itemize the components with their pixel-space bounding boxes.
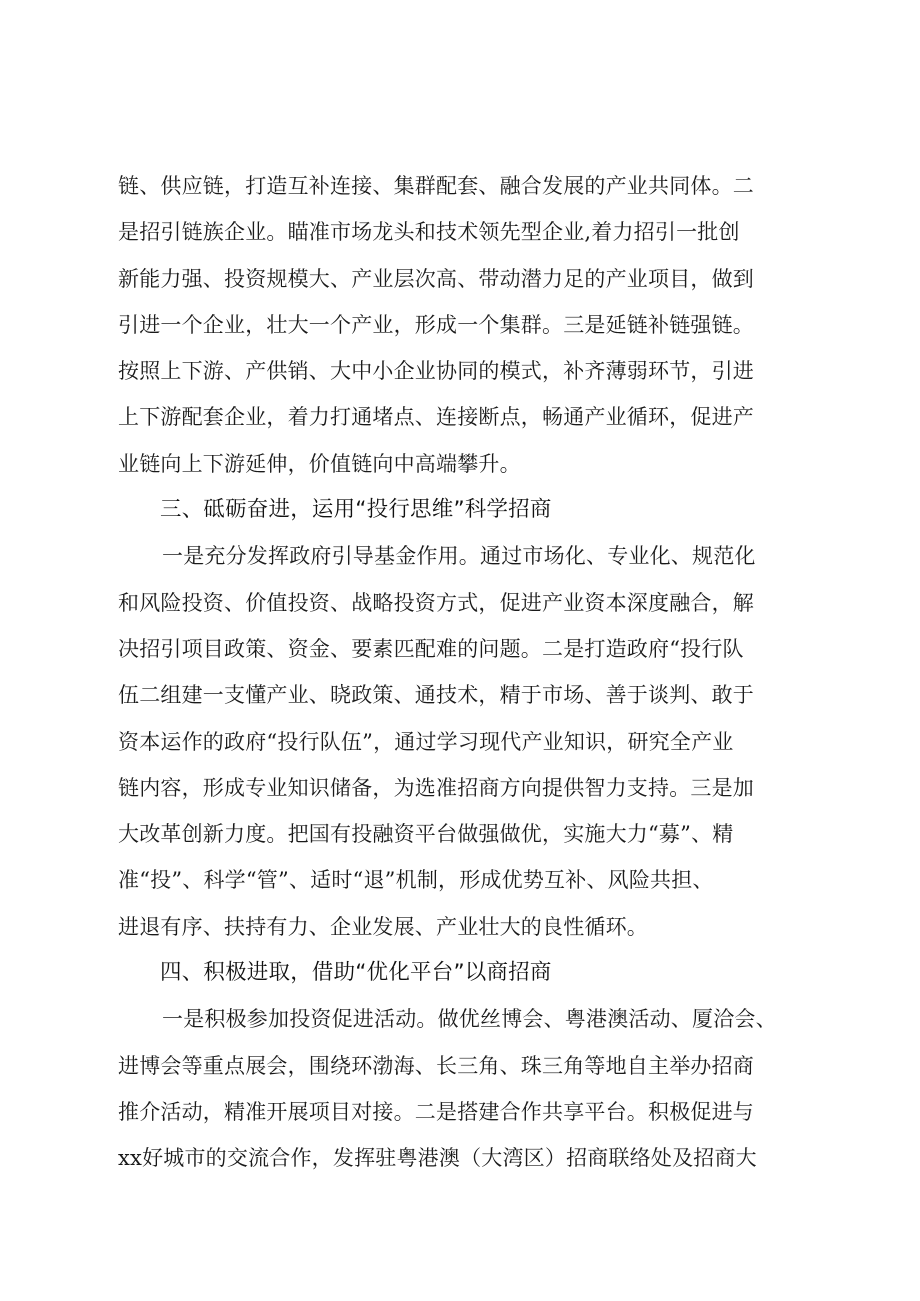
paragraph-line: 链、供应链，打造互补连接、集群配套、融合发展的产业共同体。二 [118,174,754,198]
paragraph-line: 上下游配套企业，着力打通堵点、连接断点，畅通产业循环，促进产 [118,405,754,430]
paragraph-line: 准“投”、科学“管”、适时“退”机制，形成优势互补、风险共担、 [118,868,714,893]
paragraph-line: 推介活动，精准开展项目对接。二是搭建合作共享平台。积极促进与 [118,1099,754,1124]
paragraph-line: 进退有序、扶持有力、企业发展、产业壮大的良性循环。 [118,914,648,939]
paragraph-line: 一是积极参加投资促进活动。做优丝博会、粤港澳活动、厦洽会、 [162,1007,777,1032]
paragraph-line: 引进一个企业，壮大一个产业，形成一个集群。三是延链补链强链。 [118,312,754,337]
paragraph-line: 和风险投资、价值投资、战略投资方式，促进产业资本深度融合，解 [118,590,754,615]
document-body [118,163,818,1182]
paragraph-line: 业链向上下游延伸，价值链向中高端攀升。 [118,451,521,476]
paragraph-line: 进博会等重点展会，围绕环渤海、长三角、珠三角等地自主举办招商 [118,1053,754,1078]
section-heading-3: 三、砥砺奋进，运用“投行思维”科学招商 [160,497,552,523]
section-heading-4: 四、积极进取，借助“优化平台”以商招商 [160,960,552,986]
paragraph-line: 决招引项目政策、资金、要素匹配难的问题。二是打造政府“投行队 [118,636,744,661]
paragraph-line: 是招引链族企业。瞄准市场龙头和技术领先型企业,着力招引一批创 [118,220,740,245]
paragraph-line: 大改革创新力度。把国有投融资平台做强做优，实施大力“募”、精 [118,822,734,847]
paragraph-line: 新能力强、投资规模大、产业层次高、带动潜力足的产业项目，做到 [118,266,754,291]
paragraph-line: 一是充分发挥政府引导基金作用。通过市场化、专业化、规范化 [162,544,756,569]
paragraph-line: 按照上下游、产供销、大中小企业协同的模式，补齐薄弱环节，引进 [118,359,754,384]
paragraph-line: 链内容，形成专业知识储备，为选准招商方向提供智力支持。三是加 [118,775,754,800]
paragraph-line: 资本运作的政府“投行队伍”，通过学习现代产业知识，研究全产业 [118,729,734,754]
paragraph-line: xx好城市的交流合作，发挥驻粤港澳（大湾区）招商联络处及招商大 [118,1146,757,1171]
paragraph-line: 伍二组建一支懂产业、晓政策、通技术，精于市场、善于谈判、敢于 [118,683,754,708]
